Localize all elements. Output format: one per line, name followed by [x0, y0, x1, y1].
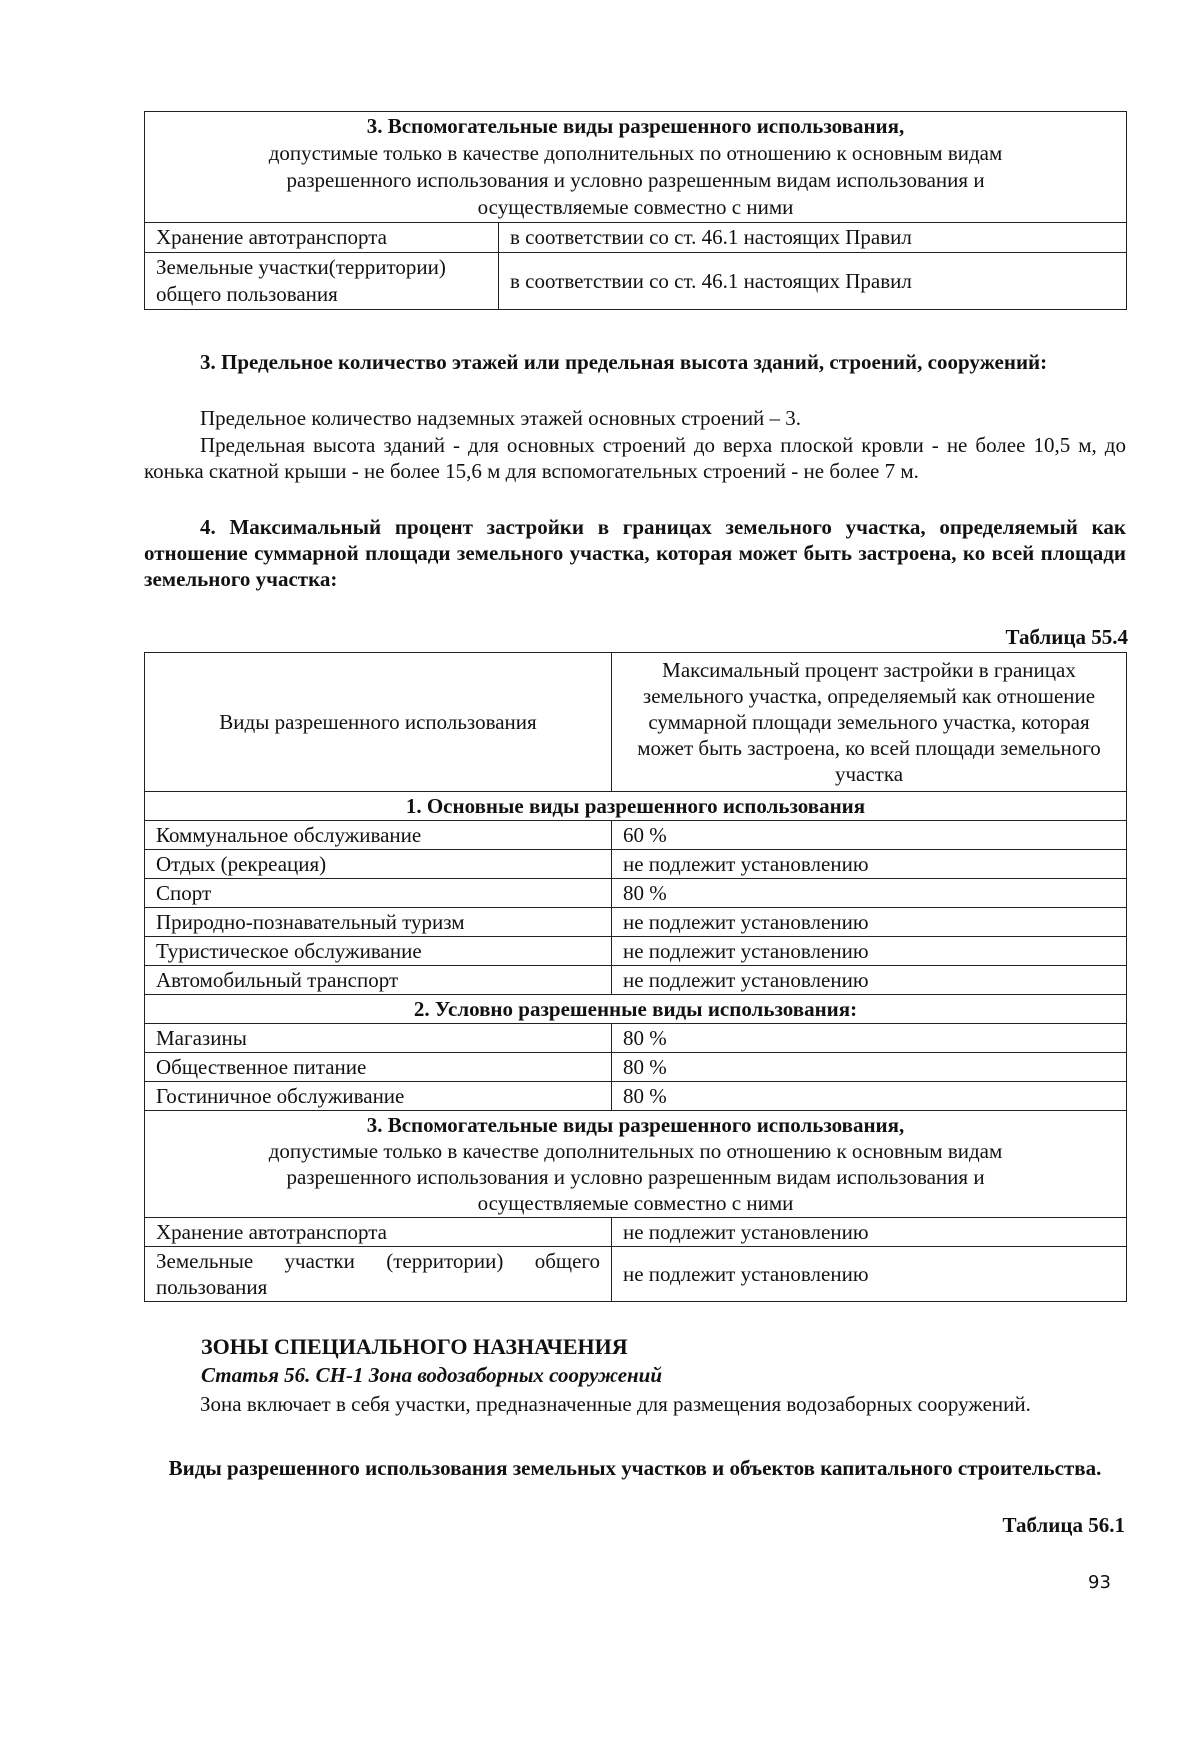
- table-cell-value: 60 %: [612, 821, 1127, 850]
- page-number: 93: [1088, 1572, 1111, 1593]
- table-group-row: [145, 995, 1127, 1024]
- table-row: [145, 253, 1127, 310]
- table-building-percentage: [144, 652, 1127, 1302]
- table-row: [145, 1247, 1127, 1302]
- table-cell-value: не подлежит установлению: [612, 937, 1127, 966]
- table-cell-value: 80 %: [612, 1082, 1127, 1111]
- table-row: [145, 1218, 1127, 1247]
- table-cell-name: Коммунальное обслуживание: [145, 821, 612, 850]
- group-title: 1. Основные виды разрешенного использования: [145, 792, 1127, 821]
- table-cell-value: 80 %: [612, 1053, 1127, 1082]
- table-header-row: [145, 653, 1127, 792]
- table-cell-name: Природно-познавательный туризм: [145, 908, 612, 937]
- section3-heading: 3. Предельное количество этажей или предельная высота зданий, строений, сооружений:: [200, 350, 1048, 374]
- table-cell-value: не подлежит установлению: [612, 1247, 1127, 1302]
- table-row: [145, 850, 1127, 879]
- uses-heading: Виды разрешенного использования земельных участков и объектов капитального строительства.: [168, 1456, 1102, 1480]
- table-cell-value: 80 %: [612, 879, 1127, 908]
- group-subtitle: допустимые только в качестве дополнительных по отношению к основным видам разрешенного использования и условно разрешенным видам использования и осуществляемые совместно с ними: [268, 1139, 1003, 1215]
- table-auxiliary-uses: [144, 111, 1127, 310]
- table-row: [145, 112, 1127, 223]
- table-row: [145, 1024, 1127, 1053]
- table-cell-name: Общественное питание: [145, 1053, 612, 1082]
- table-caption: Таблица 55.4: [1005, 625, 1128, 649]
- table-cell-name: Спорт: [145, 879, 612, 908]
- table-cell-value: в соответствии со ст. 46.1 настоящих Правил: [499, 223, 1127, 253]
- table-cell-name: Земельные участки (территории) общего пользования: [145, 1247, 612, 1302]
- group-title: 2. Условно разрешенные виды использования:: [145, 995, 1127, 1024]
- table-group-header: [145, 112, 1127, 223]
- table-row: [145, 1053, 1127, 1082]
- article-title: Статья 56. СН-1 Зона водозаборных сооружений: [201, 1363, 663, 1387]
- table-row: [145, 821, 1127, 850]
- table-cell-value: не подлежит установлению: [612, 908, 1127, 937]
- table-cell-name: Хранение автотранспорта: [145, 223, 499, 253]
- table-group-row: [145, 1111, 1127, 1218]
- table-cell-name: Отдых (рекреация): [145, 850, 612, 879]
- table-cell-name: Туристическое обслуживание: [145, 937, 612, 966]
- group-title: 3. Вспомогательные виды разрешенного использования,: [366, 1113, 905, 1137]
- table-caption: Таблица 56.1: [1002, 1513, 1125, 1537]
- table-cell-name: Магазины: [145, 1024, 612, 1053]
- table-row: [145, 937, 1127, 966]
- table-cell-name: Гостиничное обслуживание: [145, 1082, 612, 1111]
- table-row: [145, 966, 1127, 995]
- section4-heading: 4. Максимальный процент застройки в границах земельного участка, определяемый как отношение суммарной площади земельного участка, которая может быть застроена, ко всей площади земельного участка:: [144, 515, 1126, 591]
- section3-paragraph-floors: Предельное количество надземных этажей основных строений – 3.: [200, 406, 802, 430]
- table-group-row: [145, 792, 1127, 821]
- group-title: 3. Вспомогательные виды разрешенного использования,: [366, 114, 905, 138]
- table-row: [145, 908, 1127, 937]
- table-cell-name: Хранение автотранспорта: [145, 1218, 612, 1247]
- column-header-percentage: Максимальный процент застройки в границах земельного участка, определяемый как отношение суммарной площади земельного участка, которая может быть застроена, ко всей площади земельного участка: [612, 653, 1127, 792]
- table-cell-value: не подлежит установлению: [612, 1218, 1127, 1247]
- table-cell-value: не подлежит установлению: [612, 850, 1127, 879]
- table-row: [145, 223, 1127, 253]
- section3-paragraph-height: Предельная высота зданий - для основных строений до верха плоской кровли - не более 10,5 м, до конька скатной крыши - не более 15,6 м для вспомогательных строений - не более 7 м.: [144, 433, 1126, 483]
- table-cell-name: Автомобильный транспорт: [145, 966, 612, 995]
- table-cell-value: 80 %: [612, 1024, 1127, 1053]
- table-row: [145, 1082, 1127, 1111]
- table-cell-name: Земельные участки(территории) общего пользования: [145, 253, 499, 310]
- zone-description: Зона включает в себя участки, предназначенные для размещения водозаборных сооружений.: [200, 1392, 1031, 1416]
- section-heading: ЗОНЫ СПЕЦИАЛЬНОГО НАЗНАЧЕНИЯ: [201, 1334, 628, 1359]
- table-row: [145, 879, 1127, 908]
- table-group-header: [145, 1111, 1127, 1218]
- column-header-uses: Виды разрешенного использования: [145, 653, 612, 792]
- group-subtitle: допустимые только в качестве дополнительных по отношению к основным видам разрешенного использования и условно разрешенным видам использования и осуществляемые совместно с ними: [268, 141, 1003, 219]
- table-cell-value: в соответствии со ст. 46.1 настоящих Правил: [499, 253, 1127, 310]
- table-cell-value: не подлежит установлению: [612, 966, 1127, 995]
